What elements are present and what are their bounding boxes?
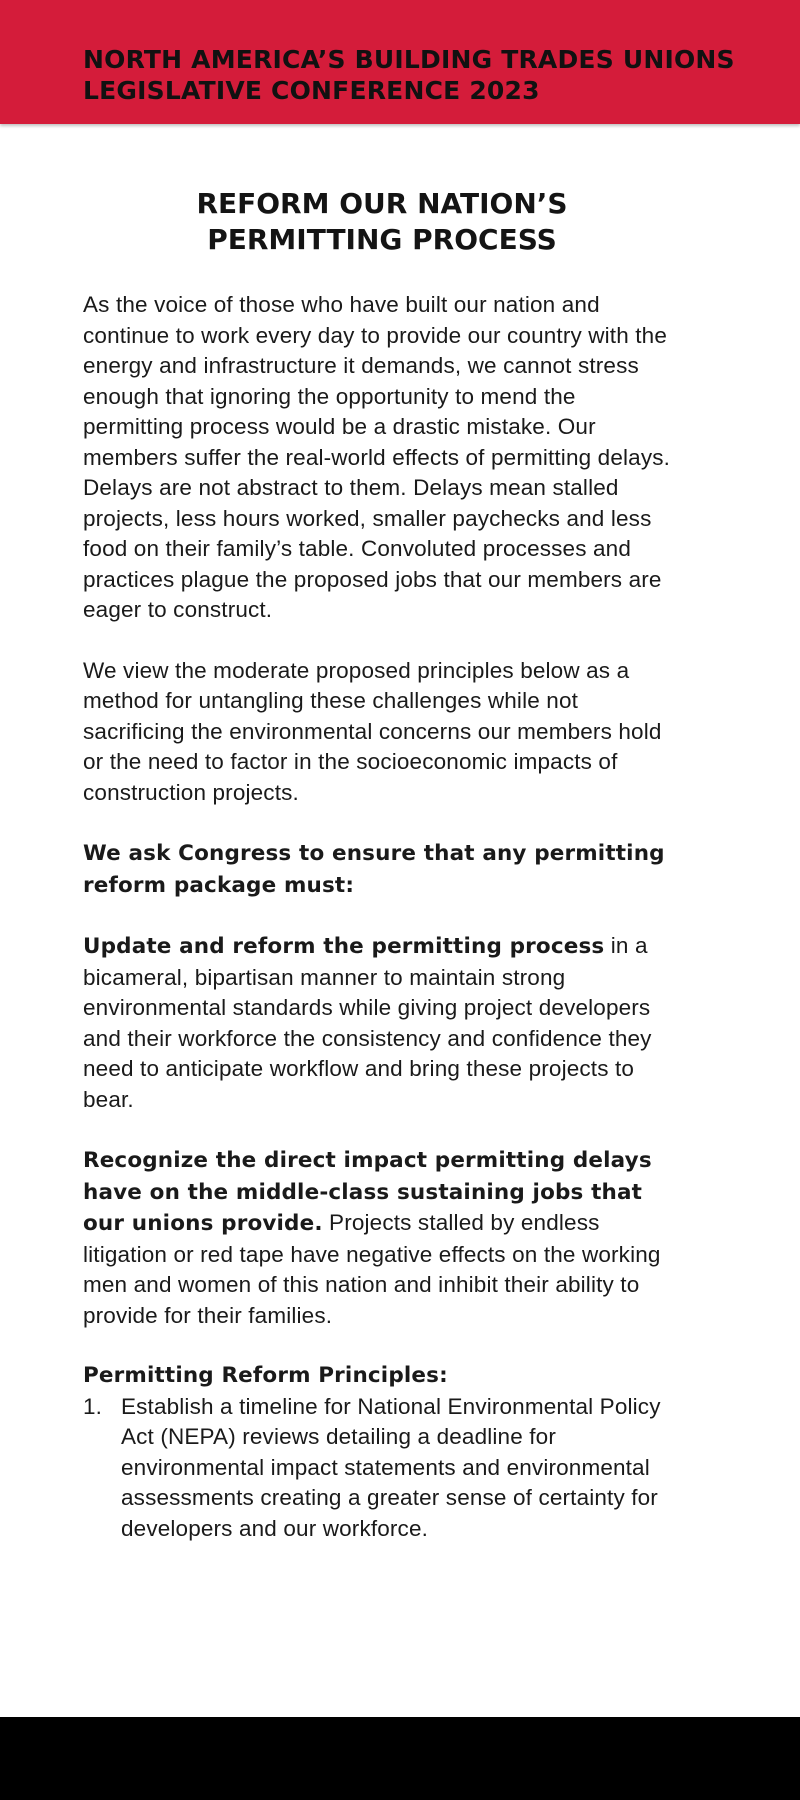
update-reform-paragraph — [83, 931, 673, 1115]
congress-ask-text: We ask Congress to ensure that any permitting reform package must: — [83, 841, 665, 898]
header-banner — [0, 0, 800, 124]
principles-view-paragraph: We view the moderate proposed principles below as a method for untangling these challenges while not sacrificing the environmental concerns our members hold or the need to factor in the socioeconomic impacts of construction projects. — [83, 657, 662, 805]
congress-ask-paragraph — [83, 838, 673, 901]
recognize-impact-lead: Recognize the direct impact permitting delays have on the middle-class sustaining jobs that our unions provide. — [83, 1148, 652, 1236]
list-item — [83, 1392, 673, 1545]
conference-title-line-1: NORTH AMERICA’S BUILDING TRADES UNIONS — [83, 45, 735, 74]
document-title-line-1: REFORM OUR NATION’S — [196, 187, 568, 220]
document-title — [83, 186, 673, 258]
list-item-number: 1. — [83, 1393, 103, 1419]
footer-bar — [0, 1717, 800, 1800]
conference-title — [83, 44, 735, 106]
update-reform-lead: Update and reform the permitting process — [83, 934, 605, 959]
list-item-text: Establish a timeline for National Environmental Policy Act (NEPA) reviews detailing a deadline for environmental impact statements and environmental assessments creating a greater sense of certainty for developers and our workforce. — [121, 1393, 661, 1541]
intro-paragraph: As the voice of those who have built our nation and continue to work every day to provide our country with the energy and infrastructure it demands, we cannot stress enough that ignoring the opportunity to mend the permitting process would be a drastic mistake. Our members suffer the real-world effects of permitting delays. Delays are not abstract to them. Delays mean stalled projects, less hours worked, smaller paychecks and less food on their family’s table. Convoluted processes and practices plague the proposed jobs that our members are eager to construct. — [83, 292, 671, 622]
conference-title-line-2: LEGISLATIVE CONFERENCE 2023 — [83, 76, 540, 105]
principles-section — [83, 1361, 673, 1544]
update-reform-body: in a bicameral, bipartisan manner to maintain strong environmental standards while giving project developers and their workforce the consistency and confidence they need to anticipate workflow and bring these projects to bear. — [83, 933, 652, 1112]
document-body — [83, 186, 673, 1574]
recognize-impact-paragraph — [83, 1145, 673, 1331]
document-title-line-2: PERMITTING PROCESS — [207, 223, 557, 256]
principles-list — [83, 1392, 673, 1545]
principles-heading: Permitting Reform Principles: — [83, 1363, 448, 1388]
recognize-impact-body: Projects stalled by endless litigation or red tape have negative effects on the working men and women of this nation and inhibit their ability to provide for their families. — [83, 1210, 661, 1328]
